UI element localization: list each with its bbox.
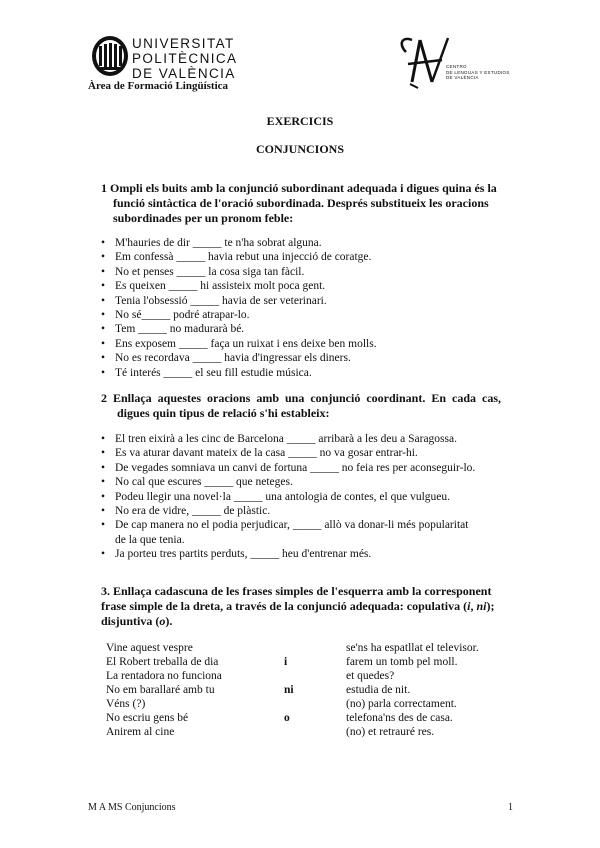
left-sentence: Véns (?) — [106, 698, 146, 710]
section-3-line-3-text: disjuntiva ( — [101, 614, 160, 628]
university-line-2: POLITÈCNICA — [132, 51, 238, 66]
university-name — [132, 36, 237, 81]
table-row — [106, 725, 546, 739]
conjunction — [284, 641, 346, 655]
conjunction: i — [284, 656, 288, 668]
conjunction — [284, 725, 346, 739]
left-sentence: No escriu gens bé — [106, 712, 189, 724]
left-sentence: El Robert treballa de dia — [106, 656, 219, 668]
right-sentence: farem un tomb pel moll. — [346, 656, 458, 668]
left-sentence: Anirem al cine — [106, 726, 175, 738]
right-sentence: et quedes? — [346, 670, 395, 682]
language-centre-line-1: CENTRO — [446, 64, 467, 69]
list-item: • No et penses _____ la cosa siga tan fàcil. — [101, 265, 521, 279]
table-row — [106, 697, 546, 711]
conjunction-ni: ni — [476, 599, 487, 613]
table-row — [106, 641, 546, 655]
left-sentence: Vine aquest vespre — [106, 642, 193, 654]
section-3-line-2-text: frase simple de la dreta, a través de la conjunció adequada: copulativa ( — [101, 599, 468, 613]
section-1-heading — [101, 181, 501, 226]
list-item-continuation — [101, 533, 521, 547]
conjunction — [284, 669, 346, 683]
section-3-heading-line-3 — [101, 614, 511, 629]
list-item: • De vegades somniava un canvi de fortuna _____ no feia res per aconseguir-lo. — [101, 461, 521, 475]
upv-emblem-icon — [90, 34, 130, 78]
list-item: • No es recordava _____ havia d'ingressar els diners. — [101, 351, 521, 365]
conjunction: o — [284, 712, 290, 724]
section-1-heading-line-2: funció sintàctica de l'oració subordinada. Després substitueix les oracions — [113, 196, 489, 210]
table-row — [106, 655, 546, 669]
conjunction-o: o — [159, 614, 166, 628]
section-2-heading-line-2: digues quin tipus de relació s'hi estableix: — [117, 406, 330, 420]
language-centre-line-3: DE VALÈNCIA — [446, 75, 479, 80]
list-item: • Es queixen _____ hi assisteix molt poca gent. — [101, 279, 521, 293]
table-row — [106, 669, 546, 683]
sentence-pairs — [106, 641, 546, 739]
table-row — [106, 711, 546, 725]
list-item: • Podeu llegir una novel·la _____ una antologia de contes, el que vulgueu. — [101, 490, 521, 504]
section-1-heading-line-3: subordinades per un pronom feble: — [113, 211, 294, 225]
page-title: EXERCICIS — [266, 114, 334, 128]
section-2-heading — [101, 391, 501, 421]
right-sentence: (no) et retrauré res. — [346, 726, 435, 738]
right-sentence: estudia de nit. — [346, 684, 411, 696]
list-item: • Té interés _____ el seu fill estudie música. — [101, 366, 521, 380]
list-item: • Ja porteu tres partits perduts, _____ heu d'entrenar més. — [101, 547, 521, 561]
language-centre-text — [446, 64, 510, 81]
list-item: • Em confessà _____ havia rebut una injecció de coratge. — [101, 250, 521, 264]
section-3-heading-line-1: 3. Enllaça cadascuna de les frases simples de l'esquerra amb la corresponent — [101, 584, 492, 598]
list-item: • M'hauries de dir _____ te n'ha sobrat alguna. — [101, 236, 521, 250]
language-centre-logo — [398, 34, 548, 94]
left-sentence: La rentadora no funciona — [106, 670, 222, 682]
right-sentence: telefona'ns des de casa. — [346, 712, 453, 724]
list-item: • Tenia l'obsessió _____ havia de ser veterinari. — [101, 294, 521, 308]
list-item: • No sé_____ podré atrapar-lo. — [101, 308, 521, 322]
section-1-list — [101, 236, 521, 380]
section-2-heading-line-1: 2 Enllaça aquestes oracions amb una conjunció coordinant. En cada cas, — [101, 391, 501, 405]
area-label: Àrea de Formació Lingüística — [88, 80, 229, 92]
section-3-heading-line-2 — [101, 599, 511, 614]
table-row — [106, 683, 546, 697]
footer-label: M A MS Conjuncions — [88, 802, 176, 813]
list-item: • Tem _____ no madurarà bé. — [101, 322, 521, 336]
list-item: • De cap manera no el podia perjudicar, _____ allò va donar-li més popularitat — [101, 518, 521, 532]
section-1-heading-line-1: 1 Ompli els buits amb la conjunció subordinant adequada i digues quina és la — [101, 181, 497, 195]
left-sentence: No em barallaré amb tu — [106, 684, 215, 696]
list-item: • Es va aturar davant mateix de la casa _____ no va gosar entrar-hi. — [101, 446, 521, 460]
right-sentence: (no) parla correctament. — [346, 698, 457, 710]
list-item-continuation-text: de la que tenia. — [115, 533, 185, 546]
page-number: 1 — [508, 802, 513, 813]
page-subtitle: CONJUNCIONS — [255, 142, 344, 156]
section-3-line-2-end: ); — [486, 599, 495, 613]
language-centre-line-2: DE LENGUAS Y ESTUDIOS — [446, 69, 510, 75]
right-sentence: se'ns ha espatllat el televisor. — [346, 642, 479, 654]
list-item: • No cal que escures _____ que neteges. — [101, 475, 521, 489]
section-3-heading — [101, 584, 511, 629]
section-2-list — [101, 432, 521, 562]
conjunction: ni — [284, 684, 294, 696]
list-item: • Ens exposem _____ faça un ruixat i ens deixe ben molls. — [101, 337, 521, 351]
conjunction-i: i — [467, 599, 471, 613]
section-3-line-3-end: ). — [165, 614, 173, 628]
university-line-1: UNIVERSITAT — [132, 36, 235, 51]
list-item: • El tren eixirà a les cinc de Barcelona _____ arribarà a les deu a Saragossa. — [101, 432, 521, 446]
separator: , — [470, 599, 477, 613]
conjunction — [284, 697, 346, 711]
list-item: • No era de vidre, _____ de plàstic. — [101, 504, 521, 518]
university-line-3: DE VALÈNCIA — [132, 66, 236, 81]
